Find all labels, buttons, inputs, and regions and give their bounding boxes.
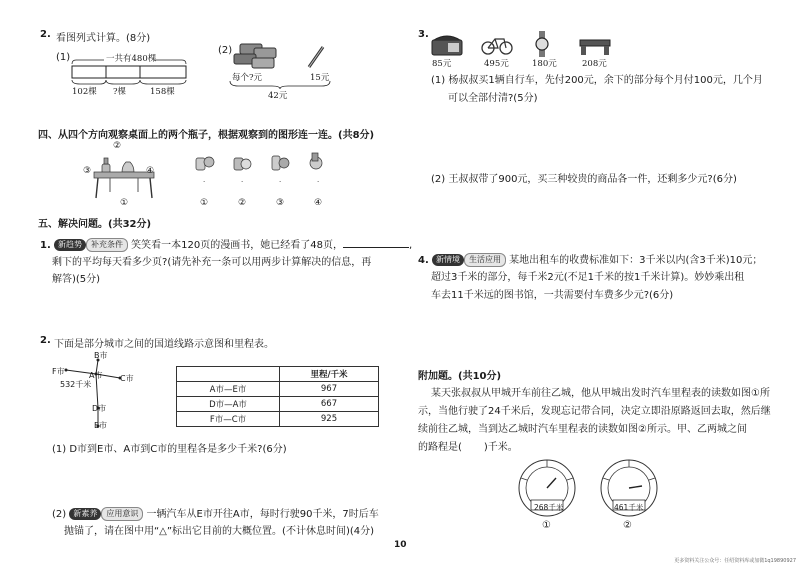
watch-price: 180元 [532,59,557,69]
extra-line-3: 续前往乙城，当到达乙城时汽车里程表的读数如图②所示。甲、乙两城之间 [418,424,747,435]
city-e: E市 [94,421,108,430]
dot: · [241,178,244,186]
view-choices-figure [190,148,340,176]
phone-icon [430,32,464,56]
city-c: C市 [120,374,134,383]
table-icon [578,38,612,56]
page-number: 10 [394,540,407,550]
choice-label-4: ④ [314,198,323,208]
footer-note: 更多资料关注公众号：任绍资料库或加微1q19890927 [674,558,796,564]
total-price-label: 42元 [268,91,288,101]
table-row [177,412,379,427]
phone-price: 85元 [432,59,452,69]
problem-1-number: 1. [40,240,51,251]
table-row [177,382,379,397]
problem-1-line-2 [52,253,371,268]
odometer-1-caption: ① [542,520,551,531]
question-4-number: 4. [418,255,429,266]
literacy-tag: 新素养 [69,508,101,520]
table-header-row [177,367,379,382]
problem-1-question: 剩下的平均每天看多少页? [52,257,168,268]
problem-2-number: 2. [40,335,51,346]
dot: · [279,178,282,186]
route-cell: D市—A市 [177,397,280,412]
question-2-title: 看图列式计算。(8分) [56,33,151,44]
watch-icon [534,30,550,58]
choice-label-3: ③ [276,198,285,208]
route-cell: F市—C市 [177,412,280,427]
pen-icon [306,44,326,70]
scenario-tag: 新情境 [432,254,464,266]
direction-label-right: ④ [146,166,155,176]
table-price: 208元 [582,59,607,69]
odometer-2-reading: 461千米 [614,503,644,512]
table-header-cell [177,367,280,382]
route-cell: A市—E市 [177,382,280,397]
segment-1-label: 102棵 [72,87,97,97]
city-b: B市 [94,351,108,360]
table-row [177,397,379,412]
distance-table [176,366,379,427]
trend-tag: 新趋势 [54,239,86,251]
q3-sub2: (2) 王叔叔带了900元，买三种较贵的商品各一件，还剩多少元?(6分) [431,174,737,185]
question-3-number: 3. [418,29,429,40]
sub-question-2-label: (2) [52,509,67,520]
choice-label-2: ② [238,198,247,208]
odometer-2-caption: ② [623,520,632,531]
table-header-cell: 里程/千米 [280,367,379,382]
q3-sub1-line-2: 可以全部付清?(5分) [448,93,538,104]
direction-label-top: ② [113,141,122,151]
dot: · [317,178,320,186]
direction-label-left: ③ [83,166,92,176]
sub-question-2-text: 一辆汽车从E市开往A市，每时行驶90千米，7时后车 [146,509,379,520]
problem-1-line-1: 笑笑看一本120页的漫画书，她已经看了48页， [131,240,343,251]
each-price-label: 每个?元 [232,73,263,83]
bicycle-price: 495元 [484,59,509,69]
life-application-tag: 生活应用 [464,253,506,267]
supplement-tag: 补充条件 [86,238,128,252]
section-5-title: 五、解决问题。(共32分) [38,219,152,230]
extra-line-4-start: 的路程是( [418,442,462,453]
bicycle-icon [480,34,514,56]
sub-question-2-line-2: 抛锚了，请在图中用“△”标出它目前的大概位置。(不计休息时间)(4分) [64,526,375,537]
city-a: A市 [89,371,103,380]
segment-2-label: ?棵 [113,87,127,97]
total-trees-label: 一共有480棵 [106,54,157,64]
segment-3-label: 158棵 [150,87,175,97]
question-4-line-1 [418,251,762,267]
problem-2-title: 下面是部分城市之间的国道线路示意图和里程表。 [54,339,274,350]
problem-1-line-3: 解答)(5分) [52,274,101,285]
question-4-text-1: 某地出租车的收费标准如下：3千米以内(含3千米)10元； [509,255,763,266]
route-map [50,352,170,432]
question-4-line-3: 车去11千米远的图书馆，一共需要付车费多少元?(6分) [431,290,674,301]
question-2-number: 2. [40,29,51,40]
dot: · [203,178,206,186]
city-d: D市 [92,404,107,413]
distance-cell: 667 [280,397,379,412]
direction-label-bottom: ① [120,198,129,208]
sub-question-1: (1) D市到E市、A市到C市的里程各是多少千米?(6分) [52,444,287,455]
choice-label-1: ① [200,198,209,208]
distance-f-a: 532千米 [60,380,92,389]
distance-cell: 925 [280,412,379,427]
extra-line-4-end: )千米。 [483,442,518,453]
condition-blank[interactable] [343,247,409,248]
question-4-line-2: 超过3千米的部分，每千米2元(不足1千米的按1千米计算)。妙妙乘出租 [431,272,745,283]
pencil-case-icon [232,42,282,70]
extra-line-2: 示，当他行驶了24千米后，发现忘记带合同，决定立即沿原路返回去取，然后继 [418,406,771,417]
city-f: F市 [52,367,65,376]
pen-price-label: 15元 [310,73,330,83]
application-tag: 应用意识 [101,507,143,521]
part-2-label: (2) [218,45,233,56]
problem-1: 1. 新趋势 补充条件 笑笑看一本120页的漫画书，她已经看了48页， , [40,240,413,251]
section-4-title: 四、从四个方向观察桌面上的两个瓶子，根据观察到的图形连一连。(共8分) [38,130,375,141]
extra-line-4 [418,438,518,453]
extra-title: 附加题。(共10分) [418,371,502,382]
part-1-label: (1) [56,52,71,63]
sub-question-2-line-1 [52,505,379,521]
q3-sub1-line-1: (1) 杨叔叔买1辆自行车，先付200元，余下的部分每个月付100元，几个月 [431,75,763,86]
extra-line-1: 某天张叔叔从甲城开车前往乙城，他从甲城出发时汽车里程表的读数如图①所 [431,388,770,399]
problem-1-instruction: (请先补充一条可以用两步计算解决的信息，再 [167,257,372,268]
odometer-1-reading: 268千米 [534,503,564,512]
distance-cell: 967 [280,382,379,397]
